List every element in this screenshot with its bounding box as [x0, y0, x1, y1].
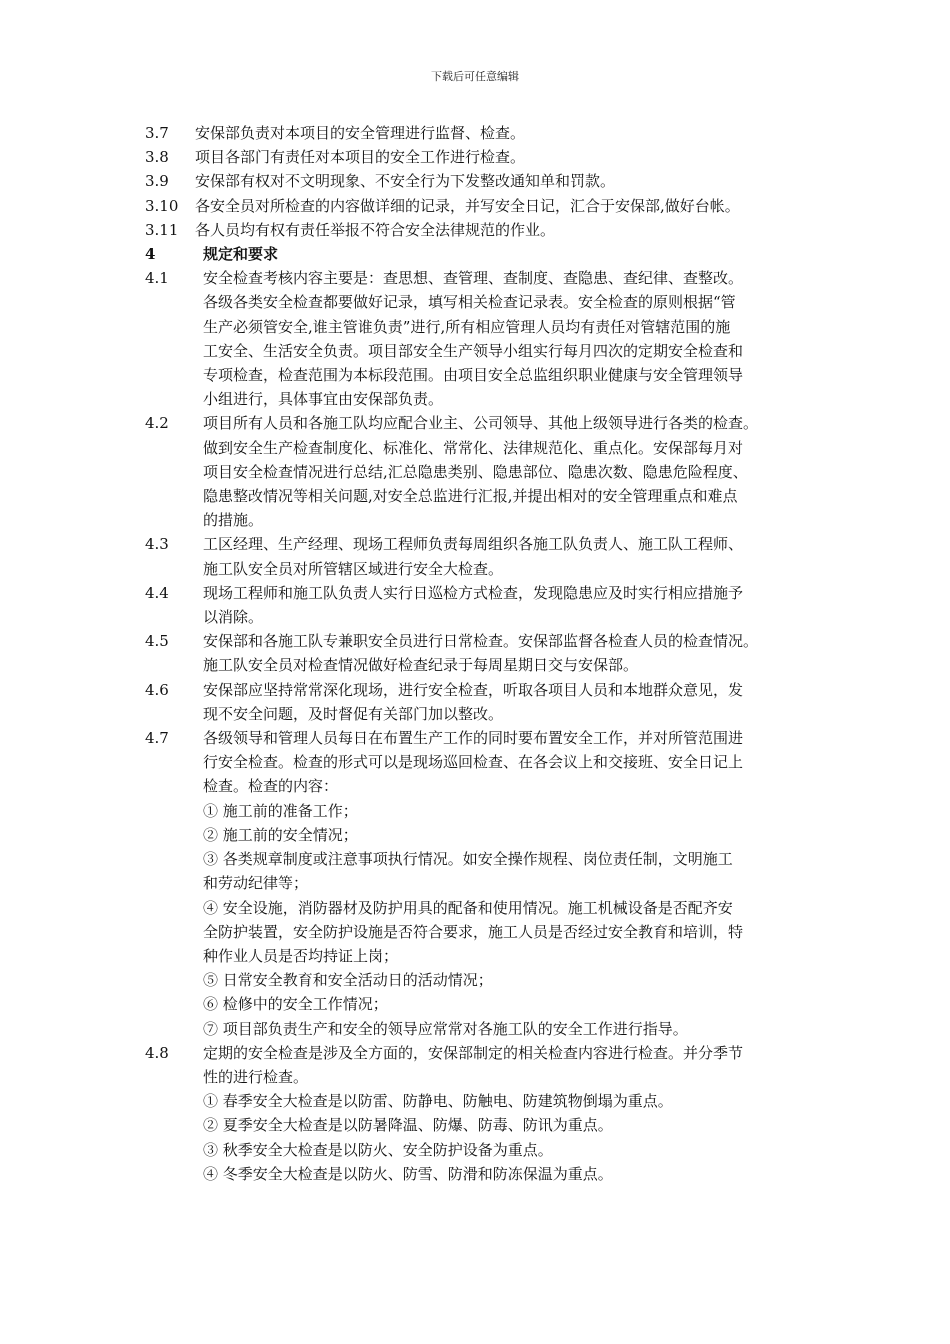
section-heading — [145, 242, 825, 266]
text-line: 隐患整改情况等相关问题,对安全总监进行汇报,并提出相对的安全管理重点和难点 — [203, 487, 738, 506]
clause-3-7 — [145, 121, 825, 145]
text-line: 做到安全生产检查制度化、标准化、常常化、法律规范化、重点化。安保部每月对 — [203, 438, 744, 457]
list-item: ① 施工前的准备工作； — [203, 801, 358, 820]
clause-number: 4.2 — [145, 414, 169, 433]
clause-number: 4.5 — [145, 632, 169, 651]
clause-text — [203, 678, 825, 726]
clause-3-9 — [145, 169, 825, 193]
text-line: 各级各类安全检查都要做好记录，填写相关检查记录表。安全检查的原则根据“管 — [203, 293, 736, 312]
list-item: ⑥ 检修中的安全工作情况； — [203, 995, 388, 1014]
clause-text — [195, 218, 825, 242]
text-line: 现不安全问题，及时督促有关部门加以整改。 — [203, 704, 504, 723]
clause-3-10 — [145, 194, 825, 218]
page-header: 下载后可任意编辑 — [431, 70, 519, 83]
clause-text — [203, 1041, 825, 1186]
list-item: ③ 秋季安全大检查是以防火、安全防护设备为重点。 — [203, 1140, 553, 1159]
text-line: 检查。检查的内容： — [203, 777, 339, 796]
clause-text — [195, 121, 825, 145]
section-number: 4 — [145, 245, 156, 264]
list-item: ② 施工前的安全情况； — [203, 825, 358, 844]
list-item: ④ 冬季安全大检查是以防火、防雪、防滑和防冻保温为重点。 — [203, 1164, 613, 1183]
text-line: 生产必须管安全,谁主管谁负责”进行,所有相应管理人员均有责任对管辖范围的施 — [203, 317, 731, 336]
text-line: 项目所有人员和各施工队均应配合业主、公司领导、其他上级领导进行各类的检查。 — [203, 414, 759, 433]
text-line: 性的进行检查。 — [203, 1067, 309, 1086]
clause-number: 3.7 — [145, 124, 169, 142]
document-body — [145, 121, 825, 1186]
clause-number: 3.11 — [145, 220, 179, 239]
clause-text — [203, 411, 825, 532]
list-item: ⑦ 项目部负责生产和安全的领导应常常对各施工队的安全工作进行指导。 — [203, 1019, 688, 1038]
clause-4-8 — [145, 1041, 825, 1186]
text-line: 项目安全检查情况进行总结,汇总隐患类别、隐患部位、隐患次数、隐患危险程度、 — [203, 462, 748, 481]
list-item-continuation: 种作业人员是否均持证上岗； — [203, 946, 399, 965]
clause-3-8 — [145, 145, 825, 169]
clause-number: 4.8 — [145, 1043, 169, 1062]
section-title: 规定和要求 — [203, 245, 279, 264]
list-item-continuation: 全防护装置，安全防护设施是否符合要求，施工人员是否经过安全教育和培训，特 — [203, 922, 744, 941]
text-line: 安保部负责对本项目的安全管理进行监督、检查。 — [195, 124, 526, 142]
clause-text — [195, 194, 825, 218]
clause-number: 3.9 — [145, 172, 169, 191]
text-line: 安保部应坚持常常深化现场，进行安全检查，听取各项目人员和本地群众意见，发 — [203, 680, 744, 699]
clause-number: 4.1 — [145, 269, 169, 288]
clause-text — [203, 629, 825, 677]
text-line: 定期的安全检查是涉及全方面的，安保部制定的相关检查内容进行检查。并分季节 — [203, 1043, 744, 1062]
clause-number: 4.6 — [145, 680, 169, 699]
text-line: 的措施。 — [203, 511, 264, 530]
text-line: 工安全、生活安全负责。项目部安全生产领导小组实行每月四次的定期安全检查和 — [203, 341, 744, 360]
text-line: 项目各部门有责任对本项目的安全工作进行检查。 — [195, 148, 526, 167]
clause-text — [203, 266, 825, 411]
text-line: 各级领导和管理人员每日在布置生产工作的同时要布置安全工作，并对所管范围进 — [203, 729, 744, 748]
text-line: 安全检查考核内容主要是：查思想、查管理、查制度、查隐患、查纪律、查整改。 — [203, 269, 744, 288]
clause-text — [203, 581, 825, 629]
clause-4-6 — [145, 678, 825, 726]
text-line: 小组进行，具体事宜由安保部负责。 — [203, 390, 444, 409]
clause-number: 3.10 — [145, 196, 179, 215]
text-line: 安保部和各施工队专兼职安全员进行日常检查。安保部监督各检查人员的检查情况。 — [203, 632, 759, 651]
text-line: 行安全检查。检查的形式可以是现场巡回检查、在各会议上和交接班、安全日记上 — [203, 753, 744, 772]
clause-text — [203, 532, 825, 580]
text-line: 工区经理、生产经理、现场工程师负责每周组织各施工队负责人、施工队工程师、 — [203, 535, 744, 554]
list-item: ④ 安全设施，消防器材及防护用具的配备和使用情况。施工机械设备是否配齐安 — [203, 898, 733, 917]
text-line: 各安全员对所检查的内容做详细的记录，并写安全日记，汇合于安保部,做好台帐。 — [195, 196, 740, 215]
clause-text — [195, 169, 825, 193]
text-line: 现场工程师和施工队负责人实行日巡检方式检查，发现隐患应及时实行相应措施予 — [203, 583, 744, 602]
clause-4-2 — [145, 411, 825, 532]
clause-4-4 — [145, 581, 825, 629]
clause-number: 4.4 — [145, 583, 169, 602]
clause-4-3 — [145, 532, 825, 580]
text-line: 施工队安全员对所管辖区域进行安全大检查。 — [203, 559, 504, 578]
clause-text — [195, 145, 825, 169]
list-item-continuation: 和劳动纪律等； — [203, 874, 309, 893]
list-item: ① 春季安全大检查是以防雷、防静电、防触电、防建筑物倒塌为重点。 — [203, 1092, 673, 1111]
list-item: ⑤ 日常安全教育和安全活动日的活动情况； — [203, 971, 493, 990]
clause-text — [203, 726, 825, 1041]
text-line: 专项检查，检查范围为本标段范围。由项目安全总监组织职业健康与安全管理领导 — [203, 366, 744, 385]
list-item: ③ 各类规章制度或注意事项执行情况。如安全操作规程、岗位责任制，文明施工 — [203, 850, 733, 869]
text-line: 以消除。 — [203, 608, 264, 627]
clause-4-7 — [145, 726, 825, 1041]
clause-4-1 — [145, 266, 825, 411]
clause-number: 4.3 — [145, 535, 169, 554]
clause-4-5 — [145, 629, 825, 677]
clause-3-11 — [145, 218, 825, 242]
text-line: 施工队安全员对检查情况做好检查纪录于每周星期日交与安保部。 — [203, 656, 639, 675]
text-line: 安保部有权对不文明现象、不安全行为下发整改通知单和罚款。 — [195, 172, 616, 191]
clause-number: 4.7 — [145, 729, 169, 748]
list-item: ② 夏季安全大检查是以防暑降温、防爆、防毒、防讯为重点。 — [203, 1116, 613, 1135]
text-line: 各人员均有权有责任举报不符合安全法律规范的作业。 — [195, 220, 556, 239]
clause-number: 3.8 — [145, 148, 169, 167]
